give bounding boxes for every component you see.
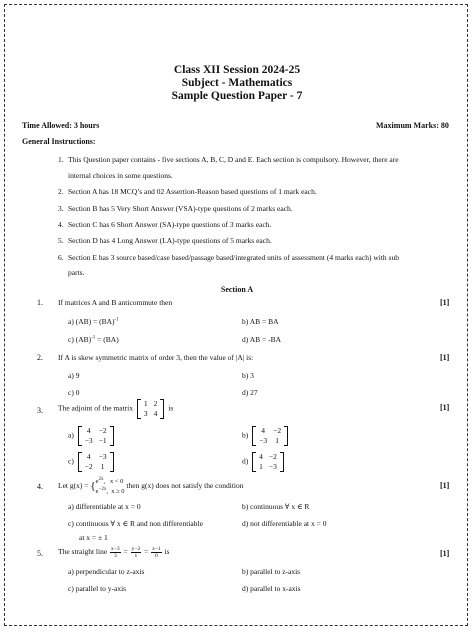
option-c-cont: at x = ± 1 — [79, 533, 108, 542]
option-text: not differentiable at x = 0 — [250, 519, 327, 528]
option-c[interactable] — [68, 335, 119, 344]
option-b[interactable] — [242, 426, 290, 446]
general-instructions-heading: General Instructions: — [22, 137, 96, 146]
instruction-number: 6. — [58, 253, 64, 262]
option-d[interactable] — [242, 584, 301, 593]
instruction-text: This Question paper contains - five sections A, B, C, D and E. Each section is compulsory. However, there are — [68, 155, 399, 164]
option-b[interactable] — [242, 317, 279, 326]
option-label: d) — [242, 584, 249, 593]
paper-title: Sample Question Paper - 7 — [171, 90, 303, 102]
question-mark: [1] — [440, 403, 450, 412]
option-text: continuous ∀ x ∈ R — [250, 502, 310, 511]
instruction-text-cont: internal choices in some questions. — [68, 171, 173, 180]
question-text — [58, 399, 173, 419]
fraction-x: $\frac{x-3}{3}$ — [111, 546, 120, 559]
time-allowed: Time Allowed: 3 hours — [22, 121, 100, 130]
option-a[interactable] — [68, 567, 144, 576]
option-a[interactable] — [68, 317, 119, 326]
option-text: 27 — [250, 388, 258, 397]
question-text-pre: Let g(x) = — [58, 480, 89, 490]
option-text: 3 — [250, 371, 254, 380]
option-a[interactable] — [68, 426, 116, 446]
option-d[interactable] — [242, 519, 326, 528]
option-matrix: 4 −2 1 −3 — [252, 452, 284, 472]
option-label: c) — [68, 335, 74, 344]
piecewise-function: $e^{2x}$, x < 0 $e^{-2x}$, x ≥ 0 — [95, 477, 125, 496]
question-text-pre: The adjoint of the matrix — [58, 403, 133, 413]
question-text-post: then g(x) does not satisfy the condition — [126, 480, 244, 490]
option-c[interactable] — [68, 519, 203, 528]
option-text-cont: = (BA) — [95, 335, 119, 344]
option-label: b) — [242, 430, 249, 440]
option-text: perpendicular to z-axis — [75, 567, 145, 576]
option-label: c) — [68, 456, 74, 466]
option-label: d) — [242, 335, 249, 344]
option-label: d) — [242, 519, 249, 528]
question-text-post: is — [164, 547, 170, 557]
option-text: (AB) = (BA) — [75, 317, 115, 326]
option-label: b) — [242, 317, 249, 326]
option-text: 0 — [75, 388, 80, 397]
option-label: a) — [68, 371, 74, 380]
option-label: a) — [68, 502, 74, 511]
option-a[interactable] — [68, 502, 141, 511]
option-c[interactable] — [68, 584, 126, 593]
option-matrix: 4 −2 −3 −1 — [78, 426, 114, 446]
option-superscript: -1 — [114, 317, 119, 323]
option-superscript: -1 — [91, 335, 96, 341]
question-mark: [1] — [440, 481, 450, 490]
option-b[interactable] — [242, 371, 254, 380]
option-text: continuous ∀ x ∈ R and non differentiable — [75, 519, 203, 528]
question-text: Let $g(x) = \{e^{2x}$, x < 0 $e^{-2x}$, x ≥ 0 then g(x) does not satisfy the condition — [58, 477, 244, 496]
instruction-number: 3. — [58, 204, 64, 213]
question-text: If matrices A and B anticommute then — [58, 298, 173, 307]
option-label: a) — [68, 567, 74, 576]
option-text: (AB) — [75, 335, 92, 344]
option-label: b) — [242, 371, 249, 380]
option-label: c) — [68, 584, 74, 593]
question-mark: [1] — [440, 353, 450, 362]
option-label: a) — [68, 430, 74, 440]
instruction-text-cont: parts. — [68, 268, 85, 277]
option-label: b) — [242, 567, 249, 576]
fraction-y: $\frac{y-2}{1}$ — [131, 546, 141, 559]
instruction-number: 2. — [58, 187, 64, 196]
option-label: a) — [68, 317, 74, 326]
question-mark: [1] — [440, 549, 450, 558]
option-a[interactable] — [68, 371, 79, 380]
question-mark: [1] — [440, 298, 450, 307]
question-text-post: is — [168, 403, 174, 413]
option-d[interactable] — [242, 452, 286, 472]
option-matrix: 4 −3 −2 1 — [78, 452, 114, 472]
option-label: c) — [68, 388, 74, 397]
instruction-number: 4. — [58, 220, 64, 229]
instruction-text: Section B has 5 Very Short Answer (VSA)-type questions of 2 marks each. — [68, 204, 293, 213]
option-text: parallel to y-axis — [75, 584, 127, 593]
instruction-text: Section D has 4 Long Answer (LA)-type questions of 5 marks each. — [68, 236, 272, 245]
instruction-number: 1. — [58, 155, 64, 164]
option-text: parallel to z-axis — [250, 567, 301, 576]
instruction-text: Section E has 3 source based/case based/passage based/integrated units of assessment (4 marks each) with sub — [68, 253, 399, 262]
question-number: 4. — [37, 482, 43, 491]
option-d[interactable] — [242, 335, 281, 344]
maximum-marks: Maximum Marks: 80 — [376, 121, 449, 130]
paper-subject: Subject - Mathematics — [181, 77, 293, 89]
question-number: 3. — [37, 406, 43, 415]
instruction-number: 5. — [58, 236, 64, 245]
option-d[interactable] — [242, 388, 258, 397]
question-number: 1. — [37, 298, 43, 307]
question-text: The straight line $\frac{x-3}{3}$ = $\frac{y-2}{1}$ = $\frac{z-1}{0}$ is — [58, 546, 170, 559]
paper-class-title: Class XII Session 2024-25 — [173, 64, 301, 76]
instruction-text: Section A has 18 MCQ’s and 02 Assertion-Reason based questions of 1 mark each. — [68, 187, 317, 196]
question-number: 5. — [37, 549, 43, 558]
option-c[interactable] — [68, 452, 116, 472]
option-matrix: 4 −2 −3 1 — [252, 426, 288, 446]
option-b[interactable] — [242, 567, 300, 576]
option-label: d) — [242, 388, 249, 397]
option-c[interactable] — [68, 388, 79, 397]
fraction-z: $\frac{z-1}{0}$ — [152, 546, 161, 559]
option-label: d) — [242, 456, 249, 466]
option-text: 9 — [75, 371, 80, 380]
option-text: parallel to x-axis — [250, 584, 301, 593]
question-matrix: 1 2 3 4 — [137, 399, 165, 419]
section-a-heading: Section A — [220, 285, 254, 294]
question-text: If A is skew symmetric matrix of order 3, then the value of |A| is: — [58, 353, 254, 362]
option-text: AB = BA — [249, 317, 279, 326]
option-text: AB = -BA — [249, 335, 282, 344]
option-text: differentiable at x = 0 — [75, 502, 141, 511]
question-text-pre: The straight line — [58, 547, 108, 557]
option-b[interactable] — [242, 502, 309, 511]
option-label: c) — [68, 519, 74, 528]
question-number: 2. — [37, 353, 43, 362]
instruction-text: Section C has 6 Short Answer (SA)-type questions of 3 marks each. — [68, 220, 272, 229]
option-label: b) — [242, 502, 249, 511]
